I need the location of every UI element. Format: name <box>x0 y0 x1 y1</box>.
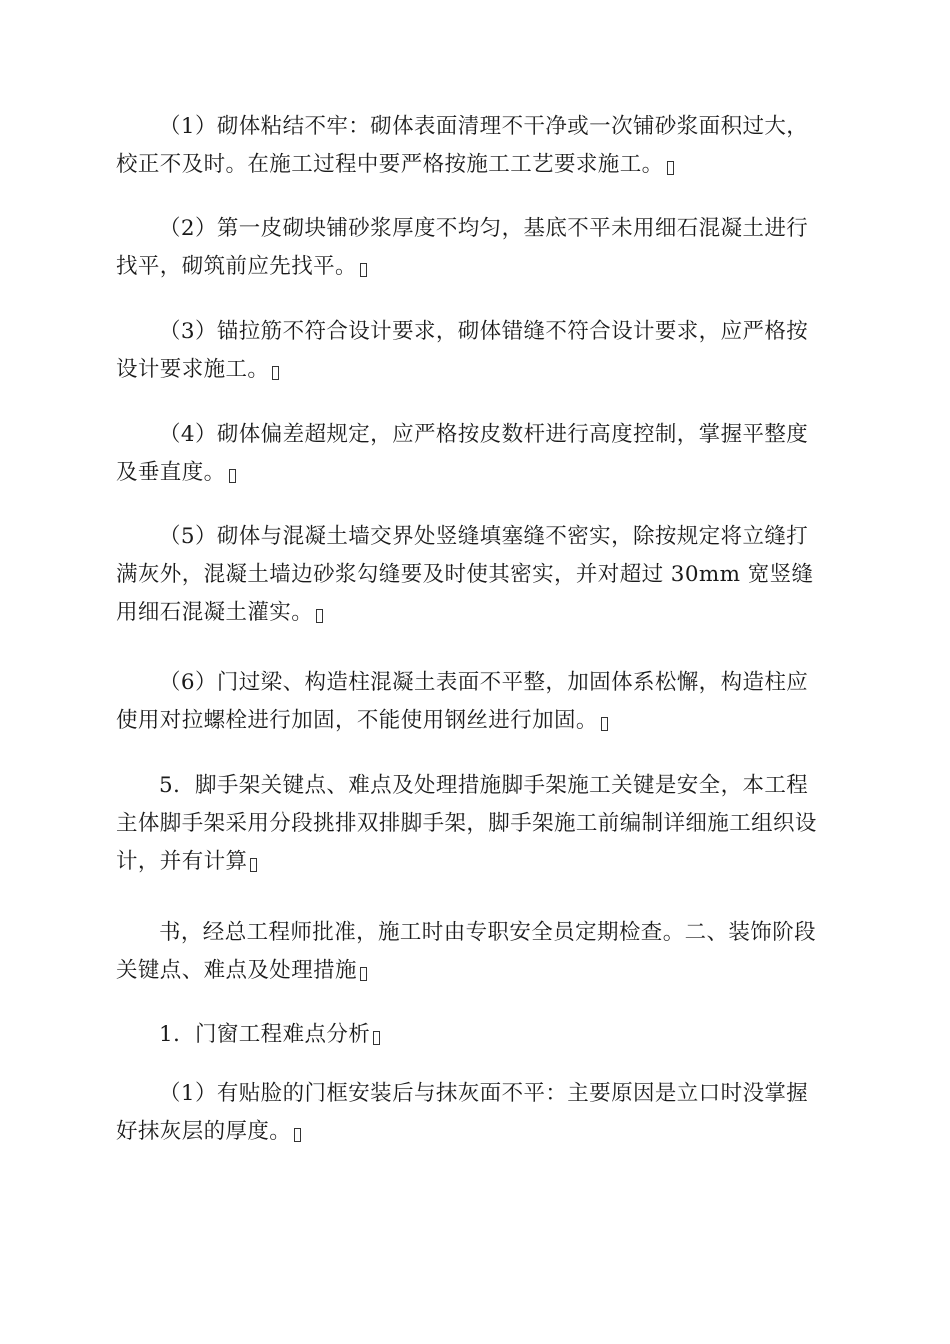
paragraph-2-text: （2）第一皮砌块铺砂浆厚度不均匀，基底不平未用细石混凝土进行找平，砌筑前应先找平。 <box>116 216 809 279</box>
paragraph-mark-icon <box>272 366 279 380</box>
paragraph-9 <box>116 1016 828 1054</box>
paragraph-8 <box>116 914 828 990</box>
paragraph-10 <box>116 1075 828 1151</box>
paragraph-mark-icon <box>360 967 367 981</box>
paragraph-4 <box>116 416 828 492</box>
paragraph-3 <box>116 313 828 389</box>
paragraph-7 <box>116 767 828 881</box>
paragraph-1 <box>116 108 828 184</box>
paragraph-mark-icon <box>601 717 608 731</box>
paragraph-10-text: （1）有贴脸的门框安装后与抹灰面不平：主要原因是立口时没掌握好抹灰层的厚度。 <box>116 1081 809 1144</box>
paragraph-9-text: 1．门窗工程难点分析 <box>159 1022 371 1047</box>
paragraph-1-text: （1）砌体粘结不牢：砌体表面清理不干净或一次铺砂浆面积过大，校正不及时。在施工过程中要严格按施工工艺要求施工。 <box>116 114 809 177</box>
paragraph-5 <box>116 518 828 632</box>
paragraph-6 <box>116 664 828 740</box>
paragraph-7-text: 5．脚手架关键点、难点及处理措施脚手架施工关键是安全，本工程主体脚手架采用分段挑排双排脚手架，脚手架施工前编制详细施工组织设计，并有计算 <box>116 773 817 874</box>
paragraph-6-text: （6）门过梁、构造柱混凝土表面不平整，加固体系松懈，构造柱应使用对拉螺栓进行加固，不能使用钢丝进行加固。 <box>116 670 809 733</box>
paragraph-mark-icon <box>229 469 236 483</box>
paragraph-5-text: （5）砌体与混凝土墙交界处竖缝填塞缝不密实，除按规定将立缝打满灰外，混凝土墙边砂浆勾缝要及时使其密实，并对超过 30mm 宽竖缝用细石混凝土灌实。 <box>116 524 814 625</box>
paragraph-3-text: （3）锚拉筋不符合设计要求，砌体错缝不符合设计要求，应严格按设计要求施工。 <box>116 319 809 382</box>
paragraph-4-text: （4）砌体偏差超规定，应严格按皮数杆进行高度控制，掌握平整度及垂直度。 <box>116 422 809 485</box>
paragraph-mark-icon <box>667 161 674 175</box>
paragraph-8-text: 书，经总工程师批准，施工时由专职安全员定期检查。二、装饰阶段关键点、难点及处理措施 <box>116 920 817 983</box>
paragraph-mark-icon <box>294 1128 301 1142</box>
paragraph-mark-icon <box>250 858 257 872</box>
paragraph-mark-icon <box>316 609 323 623</box>
paragraph-mark-icon <box>360 263 367 277</box>
paragraph-2 <box>116 210 828 286</box>
paragraph-mark-icon <box>373 1031 380 1045</box>
